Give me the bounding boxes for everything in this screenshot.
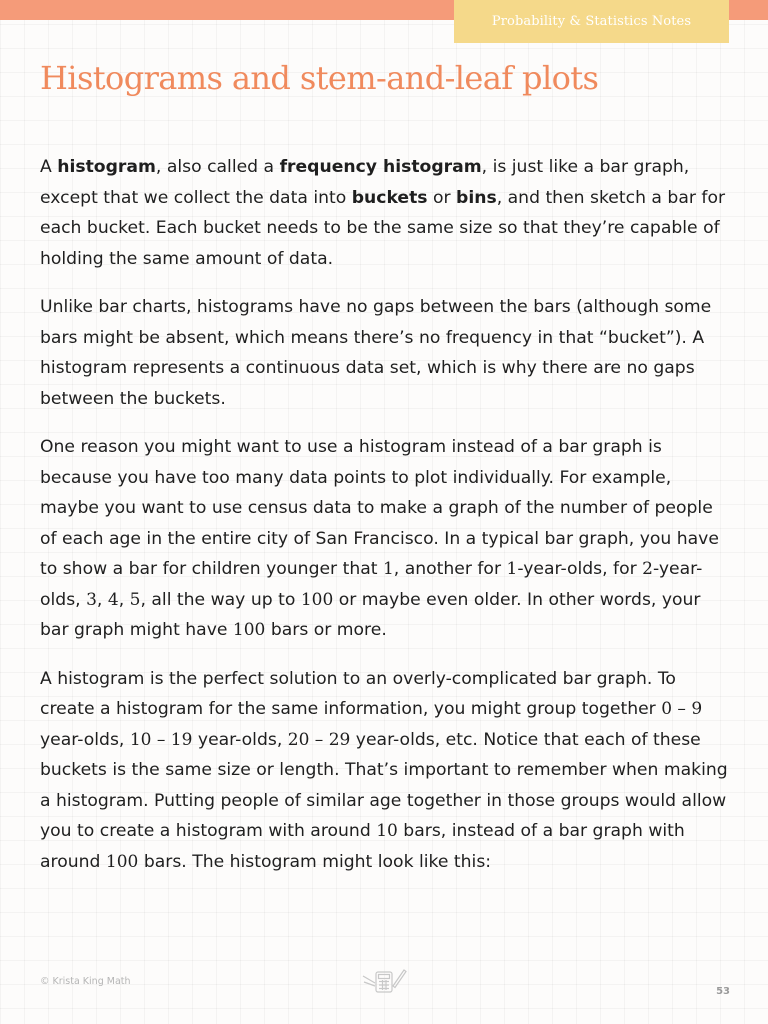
paragraph-why-histogram (40, 432, 730, 646)
text-run: , also called a (155, 157, 280, 177)
text-run: -year-olds, (40, 559, 703, 610)
text-run: year-olds, (192, 729, 288, 750)
text-run: A histogram is the perfect solution to an overly-complicated bar graph. To create a histogram for the same information, you might group together (40, 668, 676, 719)
math-range: 20 – 29 (287, 729, 351, 750)
text-run: year-olds, (40, 729, 130, 750)
term-bins: bins (456, 187, 497, 208)
paragraph-histogram-solution (40, 664, 730, 878)
term-histogram: histogram (57, 157, 156, 177)
term-buckets: buckets (351, 187, 428, 208)
text-run: -year-olds, for (517, 559, 643, 579)
section-header-label: Probability & Statistics Notes (491, 14, 692, 29)
text-run: or maybe even older. In other words, your bar graph might have (40, 589, 701, 640)
math-number: 1 (382, 559, 394, 579)
math-number: 100 (300, 589, 334, 610)
text-run: , all the way up to (140, 589, 301, 610)
text-run: year-olds, etc. Notice that each of these buckets is the same size or length. That’s important to remember when making a histogram. Putting people of similar age together in those groups would allow you to create a histogram with around (40, 729, 728, 841)
text-run: , (118, 589, 130, 610)
page-number: 53 (716, 986, 730, 997)
text-run: , and then sketch a bar for each bucket. Each bucket needs to be the same size so that they’re capable of holding the same amount of data. (40, 187, 726, 269)
math-number: 1 (506, 559, 518, 579)
copyright-text: © Krista King Math (40, 976, 131, 987)
math-number: 10 (376, 821, 398, 841)
math-number: 2 (642, 559, 653, 579)
paragraph-histogram-definition (40, 152, 730, 274)
text-run: A (40, 157, 58, 177)
math-number: 5 (129, 589, 141, 610)
text-run: One reason you might want to use a histogram instead of a bar graph is because you have too many data points to plot individually. For example, maybe you want to use census data to make a graph of the number of people of each age in the entire city of San Francisco. In a typical bar graph, you have to show a bar for children younger that (40, 437, 719, 579)
math-number: 100 (105, 851, 139, 872)
calculator-pencil-logo-icon (360, 966, 408, 994)
math-number: 4 (107, 589, 119, 610)
page-title: Histograms and stem-and-leaf plots (40, 59, 599, 97)
text-run: or (427, 187, 457, 208)
paragraph-no-gaps: Unlike bar charts, histograms have no gaps between the bars (although some bars might be absent, which means there’s no frequency in that “bucket”). A histogram represents a continuous data set, which is why there are no gaps between the buckets. (40, 297, 712, 409)
math-range: 0 – 9 (661, 699, 703, 719)
math-range: 10 – 19 (129, 729, 193, 750)
text-run: , is just like a bar graph, except that we collect the data into (40, 157, 690, 208)
text-run: bars or more. (265, 620, 387, 640)
math-number: 100 (232, 620, 266, 640)
text-run: bars. The histogram might look like this: (138, 851, 492, 872)
page-content (40, 152, 730, 895)
math-number: 3 (86, 589, 97, 610)
text-run: , another for (393, 559, 507, 579)
section-header-tab (454, 0, 729, 43)
text-run: bars, instead of a bar graph with around (40, 821, 685, 872)
term-frequency-histogram: frequency histogram (279, 157, 482, 177)
text-run: , (96, 589, 108, 610)
